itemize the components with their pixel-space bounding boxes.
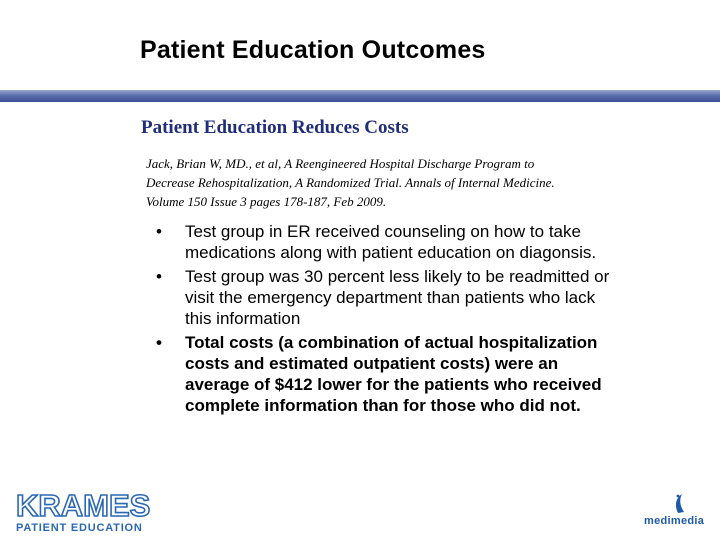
- bullet-line: costs and estimated outpatient costs) were an: [185, 354, 559, 373]
- citation: [146, 154, 706, 211]
- bullet-line: Test group in ER received counseling on how to take: [185, 222, 581, 241]
- title-divider: [0, 90, 720, 102]
- bullet-line: complete information than for those who did not.: [185, 396, 581, 415]
- bullet-line: Total costs (a combination of actual hospitalization: [185, 333, 598, 352]
- krames-wordmark: KRAMES: [16, 488, 151, 523]
- bullet-marker: •: [156, 333, 162, 352]
- bullet-marker: •: [156, 222, 162, 241]
- bullet-line: average of $412 lower for the patients who received: [185, 375, 602, 394]
- bullet-item: [156, 266, 711, 329]
- bullet-line: medications along with patient education on diagonsis.: [185, 243, 597, 262]
- krames-logo: [16, 488, 151, 534]
- medimedia-wordmark: medimedia: [644, 515, 705, 527]
- bullet-item: [156, 221, 711, 263]
- bullet-marker: •: [156, 267, 162, 286]
- medimedia-swoosh-icon: [644, 493, 706, 517]
- bullet-line: Test group was 30 percent less likely to be readmitted or: [185, 267, 610, 286]
- krames-tagline: PATIENT EDUCATION: [16, 522, 143, 534]
- slide-subtitle: Patient Education Reduces Costs: [141, 117, 409, 138]
- bullet-list: [156, 221, 711, 419]
- citation-line: Jack, Brian W, MD., et al, A Reengineered Hospital Discharge Program to: [146, 156, 535, 171]
- slide-title: Patient Education Outcomes: [140, 36, 486, 64]
- citation-line: Volume 150 Issue 3 pages 178-187, Feb 2009.: [146, 194, 387, 209]
- citation-line: Decrease Rehospitalization, A Randomized Trial. Annals of Internal Medicine.: [146, 175, 555, 190]
- bullet-item: [156, 332, 711, 416]
- bullet-line: visit the emergency department than patients who lack: [185, 288, 596, 307]
- medimedia-logo: [644, 493, 706, 533]
- bullet-line: this information: [185, 309, 301, 328]
